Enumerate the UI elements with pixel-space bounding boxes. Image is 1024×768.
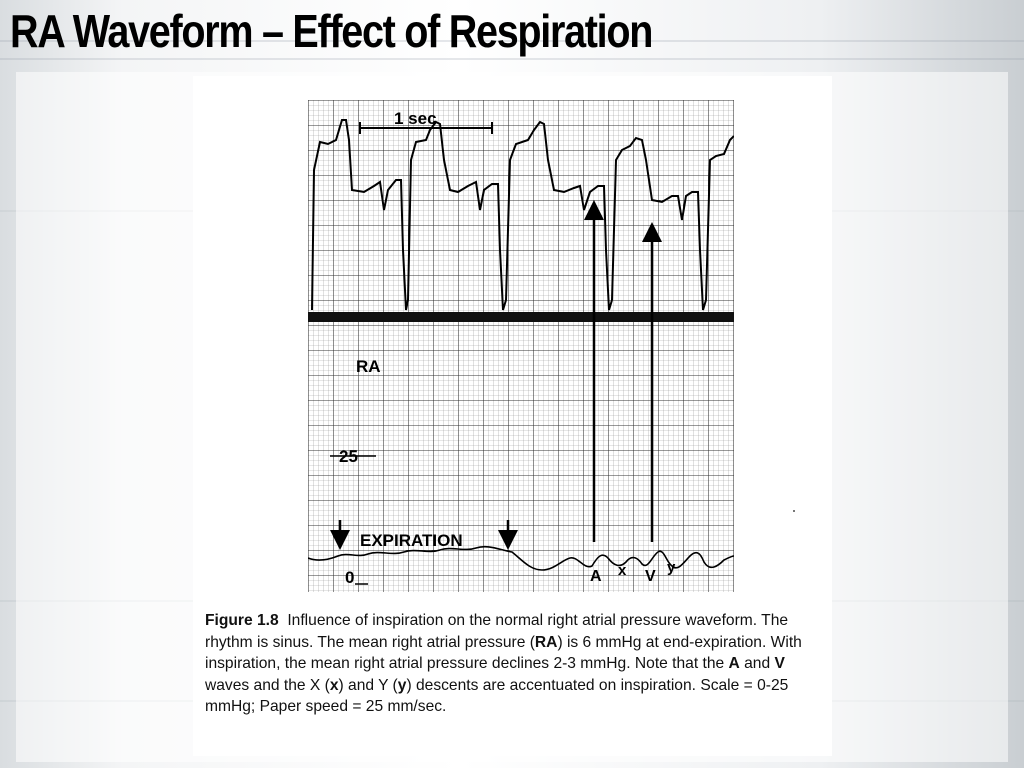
phase-label: EXPIRATION — [360, 531, 463, 550]
ecg-pressure-strip — [308, 100, 734, 592]
caption-text: Influence of inspiration on the normal right atrial pressure waveform. The rhythm is sinus. The mean right atrial pressure ( — [205, 612, 789, 651]
scale-top-label: 25 — [339, 447, 358, 466]
a-wave-label: A — [590, 568, 602, 585]
channel-divider — [308, 312, 734, 322]
time-marker-label: 1 sec — [394, 109, 437, 128]
x-descent-label: x — [618, 562, 627, 579]
figure — [193, 76, 832, 756]
caption-text: waves and the X ( — [205, 676, 330, 694]
y-descent-term: y — [397, 676, 407, 694]
slide-title: RA Waveform – Effect of Respiration — [10, 5, 653, 57]
caption-text: ) is 6 mmHg at end-expiration. With inspiration, the mean right atrial pressure declines 2-3 mmHg. Note that the — [205, 633, 802, 673]
v-wave-label: V — [645, 568, 656, 585]
v-wave-term: V — [774, 655, 785, 673]
ra-abbrev: RA — [534, 633, 558, 651]
grid-paper — [308, 100, 734, 592]
stray-mark — [793, 510, 795, 512]
a-wave-term: A — [728, 655, 740, 673]
caption-text: and — [739, 655, 775, 673]
figure-caption — [205, 610, 820, 718]
y-descent-label: y — [667, 559, 676, 576]
caption-text: ) and Y ( — [338, 676, 398, 694]
x-descent-term: x — [329, 676, 339, 694]
figure-label: Figure 1.8 — [205, 612, 279, 629]
caption-text: ) descents are accentuated on inspiration. Scale = 0-25 mmHg; Paper speed = 25 mm/sec. — [205, 676, 789, 716]
scale-zero-label: 0 — [345, 568, 355, 587]
channel-label: RA — [356, 357, 381, 376]
